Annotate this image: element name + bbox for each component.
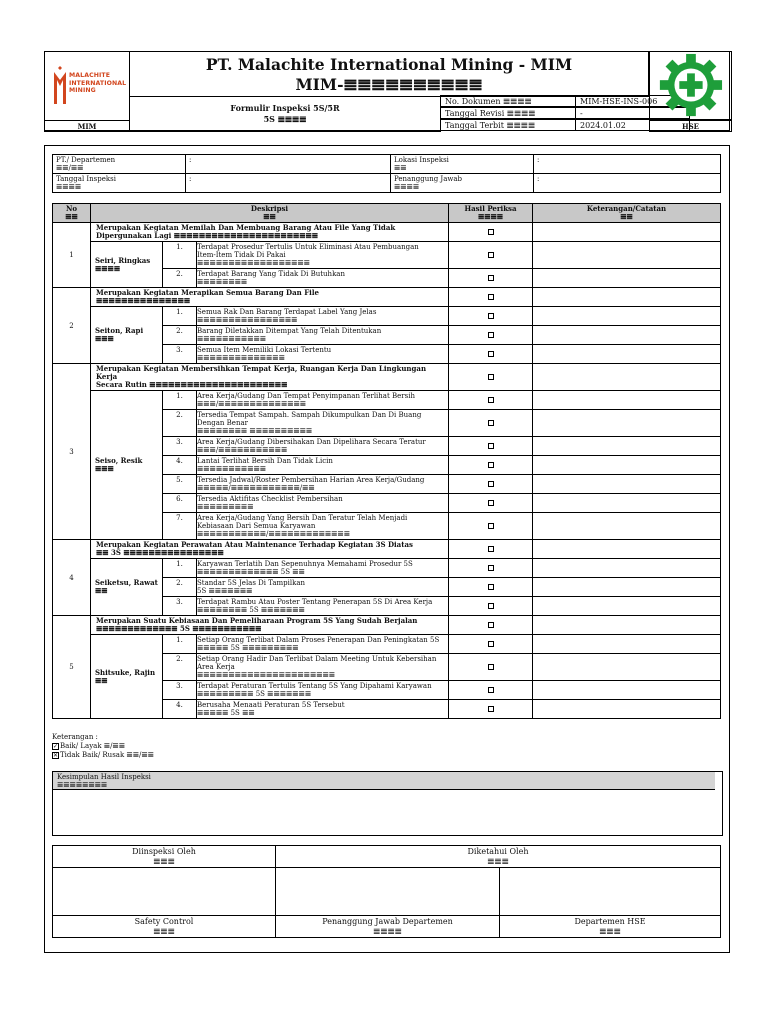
checkbox[interactable] xyxy=(488,420,494,426)
known-by-sub: 𝌆𝌆𝌆 xyxy=(487,856,509,866)
item-description xyxy=(197,635,449,654)
item-sub: 𝌆𝌆𝌆𝌆𝌆/𝌆𝌆𝌆𝌆𝌆𝌆𝌆𝌆𝌆𝌆𝌆/𝌆𝌆 xyxy=(197,484,315,492)
inspected-by-header xyxy=(53,846,276,868)
item-text: Lantai Terlihat Bersih Dan Tidak Licin xyxy=(197,457,333,465)
signature-area-dept-pic[interactable] xyxy=(276,868,500,916)
checkbox[interactable] xyxy=(488,664,494,670)
note-field[interactable] xyxy=(533,654,721,681)
signature-area-hse[interactable] xyxy=(500,868,721,916)
header-note-sub: 𝌆𝌆 xyxy=(620,212,633,221)
form-subtitle: 5S 𝌆𝌆𝌆𝌆 xyxy=(263,114,307,124)
section-title-row xyxy=(53,288,721,307)
legend-title: Keterangan : xyxy=(52,733,98,741)
item-description xyxy=(197,269,449,288)
item-sub: 𝌆𝌆𝌆/𝌆𝌆𝌆𝌆𝌆𝌆𝌆𝌆𝌆𝌆𝌆 xyxy=(197,446,288,454)
result-cell xyxy=(449,635,533,654)
header-note xyxy=(533,204,721,223)
note-field[interactable] xyxy=(533,513,721,540)
checkbox[interactable] xyxy=(488,229,494,235)
item-sub: 𝌆𝌆𝌆𝌆𝌆𝌆𝌆𝌆 5S 𝌆𝌆𝌆𝌆𝌆𝌆𝌆 xyxy=(197,606,305,614)
logo-line: INTERNATIONAL xyxy=(69,79,127,87)
safety-control-label: Safety Control xyxy=(134,916,194,926)
item-index: 2. xyxy=(163,654,197,681)
item-sub: 𝌆𝌆𝌆𝌆𝌆𝌆𝌆𝌆𝌆𝌆𝌆 xyxy=(197,465,267,473)
header-result xyxy=(449,204,533,223)
checkbox[interactable] xyxy=(488,443,494,449)
item-index: 2. xyxy=(163,578,197,597)
item-text: Area Kerja/Gudang Yang Bersih Dan Teratur Telah Menjadi xyxy=(197,514,408,522)
checkbox[interactable] xyxy=(488,523,494,529)
category-sub: 𝌆𝌆𝌆𝌆 xyxy=(95,263,121,273)
item-sub: 𝌆𝌆𝌆𝌆𝌆𝌆𝌆𝌆 xyxy=(197,278,248,286)
safety-control-sub: 𝌆𝌆𝌆 xyxy=(153,926,175,936)
header-desc-label: Deskripsi xyxy=(250,204,289,213)
note-field[interactable] xyxy=(533,494,721,513)
item-sub: 𝌆𝌆𝌆𝌆𝌆𝌆𝌆𝌆𝌆𝌆𝌆𝌆𝌆𝌆𝌆𝌆𝌆𝌆𝌆𝌆𝌆𝌆 xyxy=(197,671,336,679)
checkbox[interactable] xyxy=(488,603,494,609)
safety-control-cell xyxy=(53,916,276,938)
category-sub: 𝌆𝌆 xyxy=(95,586,108,595)
hse-dept-label: Departemen HSE xyxy=(574,916,646,926)
dept-pic-cell xyxy=(276,916,500,938)
item-index: 4. xyxy=(163,700,197,719)
item-text: Terdapat Prosedur Tertulis Untuk Eliminasi Atau Pembuangan xyxy=(197,243,419,251)
note-field[interactable] xyxy=(533,635,721,654)
result-cell xyxy=(449,223,533,242)
checkbox[interactable] xyxy=(488,462,494,468)
item-sub: 𝌆𝌆𝌆/𝌆𝌆𝌆𝌆𝌆𝌆𝌆𝌆𝌆𝌆𝌆𝌆𝌆𝌆 xyxy=(197,400,307,408)
item-description xyxy=(197,242,449,269)
dept-pic-label: Penanggung Jawab Departemen xyxy=(322,916,453,926)
checkbox[interactable] xyxy=(488,294,494,300)
section-title xyxy=(91,364,449,391)
location-label-cell xyxy=(391,155,534,174)
inspection-checklist-table xyxy=(52,203,721,719)
item-text: Berusaha Menaati Peraturan 5S Tersebut xyxy=(197,701,345,709)
item-sub: 𝌆𝌆𝌆𝌆𝌆 5S 𝌆𝌆 xyxy=(197,709,255,717)
checkbox[interactable] xyxy=(488,584,494,590)
item-description xyxy=(197,307,449,326)
item-text-continued: Area Kerja xyxy=(197,663,235,671)
logo-line: MALACHITE xyxy=(69,72,111,79)
checklist-body xyxy=(53,223,721,719)
known-by-header xyxy=(276,846,721,868)
header-description xyxy=(91,204,449,223)
dept-value-field[interactable] xyxy=(186,155,391,174)
item-index: 1. xyxy=(163,242,197,269)
item-index: 2. xyxy=(163,326,197,345)
result-cell xyxy=(449,578,533,597)
legend-bad-row xyxy=(52,751,154,760)
item-index: 1. xyxy=(163,559,197,578)
note-field[interactable] xyxy=(533,345,721,364)
category-sub: 𝌆𝌆 xyxy=(95,675,108,685)
date-label-cell xyxy=(53,174,186,193)
header-result-sub: 𝌆𝌆𝌆𝌆 xyxy=(477,212,504,221)
note-field[interactable] xyxy=(533,475,721,494)
table-row xyxy=(53,391,721,410)
table-row xyxy=(53,635,721,654)
section-title-line: Merupakan Suatu Kebiasaan Dan Pemeliharaan Program 5S Yang Sudah Berjalan xyxy=(96,616,418,625)
meta-value: 2024.01.02 xyxy=(575,119,690,131)
meta-label: Tanggal Terbit 𝌆𝌆𝌆𝌆 xyxy=(440,119,576,131)
section-title xyxy=(91,616,449,635)
note-field[interactable] xyxy=(533,681,721,700)
item-description xyxy=(197,597,449,616)
table-row xyxy=(53,559,721,578)
inspected-by-sub: 𝌆𝌆𝌆 xyxy=(153,856,175,866)
note-field[interactable] xyxy=(533,700,721,719)
checkbox[interactable] xyxy=(488,351,494,357)
note-field[interactable] xyxy=(533,242,721,269)
item-index: 1. xyxy=(163,635,197,654)
section-number: 4 xyxy=(53,540,91,616)
section-title-row xyxy=(53,223,721,242)
item-index: 6. xyxy=(163,494,197,513)
item-description xyxy=(197,559,449,578)
date-value-field[interactable] xyxy=(186,174,391,193)
item-description xyxy=(197,410,449,437)
left-code-label: MIM xyxy=(44,120,130,132)
logo-line: MINING xyxy=(69,87,96,94)
item-sub: 𝌆𝌆𝌆𝌆𝌆𝌆𝌆𝌆 𝌆𝌆𝌆𝌆𝌆𝌆𝌆𝌆𝌆𝌆 xyxy=(197,427,313,435)
section-title-row xyxy=(53,616,721,635)
note-field[interactable] xyxy=(533,391,721,410)
section-number: 2 xyxy=(53,288,91,364)
category-label: Seiso, Resik xyxy=(95,456,143,465)
dept-pic-sub: 𝌆𝌆𝌆𝌆 xyxy=(373,926,402,936)
header-note-label: Keterangan/Catatan xyxy=(586,204,667,213)
result-cell xyxy=(449,437,533,456)
note-field[interactable] xyxy=(533,456,721,475)
item-text: Terdapat Barang Yang Tidak Di Butuhkan xyxy=(197,270,345,278)
result-cell xyxy=(449,326,533,345)
item-description xyxy=(197,513,449,540)
item-sub: 𝌆𝌆𝌆𝌆𝌆𝌆𝌆𝌆𝌆𝌆𝌆𝌆𝌆𝌆𝌆𝌆𝌆𝌆 xyxy=(197,259,310,267)
item-text: Terdapat Peraturan Tertulis Tentang 5S Yang Dipahami Karyawan xyxy=(197,682,432,690)
item-text: Tersedia Tempat Sampah. Sampah Dikumpulkan Dan Di Buang xyxy=(197,411,422,419)
section-title-line: Merupakan Kegiatan Memilah Dan Membuang Barang Atau File Yang Tidak xyxy=(96,223,396,232)
header-no-sub: 𝌆𝌆 xyxy=(65,212,78,221)
item-index: 3. xyxy=(163,681,197,700)
meta-row-issue-date xyxy=(440,120,650,132)
category-cell xyxy=(91,635,163,719)
category-cell xyxy=(91,242,163,288)
note-field[interactable] xyxy=(533,559,721,578)
item-text: Standar 5S Jelas Di Tampilkan xyxy=(197,579,306,587)
category-label: Shitsuke, Rajin xyxy=(95,667,156,677)
result-cell xyxy=(449,700,533,719)
table-row xyxy=(53,307,721,326)
section-title-line: 𝌆𝌆 3S 𝌆𝌆𝌆𝌆𝌆𝌆𝌆𝌆𝌆𝌆𝌆𝌆𝌆𝌆𝌆𝌆 xyxy=(96,548,224,557)
item-description xyxy=(197,494,449,513)
checkbox[interactable] xyxy=(488,565,494,571)
legend xyxy=(52,733,154,760)
conclusion-header xyxy=(53,772,715,790)
note-field[interactable] xyxy=(533,307,721,326)
hse-dept-cell xyxy=(500,916,721,938)
note-field[interactable] xyxy=(533,364,721,391)
section-title-row xyxy=(53,540,721,559)
item-index: 1. xyxy=(163,391,197,410)
header-no-label: No xyxy=(65,204,78,213)
item-text: Semua Item Memiliki Lokasi Tertentu xyxy=(197,346,332,354)
section-title-line: 𝌆𝌆𝌆𝌆𝌆𝌆𝌆𝌆𝌆𝌆𝌆𝌆𝌆𝌆𝌆 xyxy=(96,296,191,305)
note-field[interactable] xyxy=(533,540,721,559)
item-sub: 𝌆𝌆𝌆𝌆𝌆𝌆𝌆𝌆𝌆𝌆𝌆 xyxy=(197,335,267,343)
item-sub: 𝌆𝌆𝌆𝌆𝌆 5S 𝌆𝌆𝌆𝌆𝌆𝌆𝌆𝌆𝌆 xyxy=(197,644,299,652)
item-index: 3. xyxy=(163,437,197,456)
section-title-line: Secara Rutin 𝌆𝌆𝌆𝌆𝌆𝌆𝌆𝌆𝌆𝌆𝌆𝌆𝌆𝌆𝌆𝌆𝌆𝌆𝌆𝌆𝌆𝌆 xyxy=(96,380,288,389)
item-description xyxy=(197,345,449,364)
form-title-block xyxy=(129,96,441,132)
document-header xyxy=(44,51,730,131)
checkbox[interactable] xyxy=(488,481,494,487)
checkbox[interactable] xyxy=(488,252,494,258)
result-cell xyxy=(449,288,533,307)
result-cell xyxy=(449,364,533,391)
inspection-info-table xyxy=(52,154,721,193)
result-cell xyxy=(449,242,533,269)
item-sub: 𝌆𝌆𝌆𝌆𝌆𝌆𝌆𝌆𝌆𝌆𝌆/𝌆𝌆𝌆𝌆𝌆𝌆𝌆𝌆𝌆𝌆𝌆𝌆𝌆 xyxy=(197,530,350,538)
section-number: 1 xyxy=(53,223,91,288)
item-text: Tersedia Jadwal/Roster Pembersihan Harian Area Kerja/Gudang xyxy=(197,476,425,484)
checkbox[interactable] xyxy=(488,332,494,338)
item-index: 4. xyxy=(163,456,197,475)
pic-sub: 𝌆𝌆𝌆𝌆 xyxy=(394,183,420,191)
checkbox[interactable] xyxy=(488,641,494,647)
date-sub: 𝌆𝌆𝌆𝌆 xyxy=(56,183,82,191)
note-field[interactable] xyxy=(533,597,721,616)
crossed-box-icon: ✕ xyxy=(53,751,59,759)
result-cell xyxy=(449,391,533,410)
meta-label: Tanggal Revisi 𝌆𝌆𝌆𝌆 xyxy=(440,107,576,119)
item-index: 3. xyxy=(163,597,197,616)
category-cell xyxy=(91,559,163,616)
item-text-continued: Kebiasaan Dari Semua Karyawan xyxy=(197,522,316,530)
section-title-line: Dipergunakan Lagi 𝌆𝌆𝌆𝌆𝌆𝌆𝌆𝌆𝌆𝌆𝌆𝌆𝌆𝌆𝌆𝌆𝌆𝌆𝌆𝌆𝌆𝌆𝌆 xyxy=(96,231,319,240)
item-description xyxy=(197,700,449,719)
result-cell xyxy=(449,681,533,700)
category-sub: 𝌆𝌆𝌆 xyxy=(95,334,114,343)
result-cell xyxy=(449,494,533,513)
section-number: 5 xyxy=(53,616,91,719)
result-cell xyxy=(449,410,533,437)
item-index: 2. xyxy=(163,269,197,288)
note-field[interactable] xyxy=(533,288,721,307)
item-text: Terdapat Rambu Atau Poster Tentang Penerapan 5S Di Area Kerja xyxy=(197,598,433,606)
item-sub: 5S 𝌆𝌆𝌆𝌆𝌆𝌆𝌆 xyxy=(197,587,253,595)
dept-label-cell xyxy=(53,155,186,174)
item-text: Setiap Orang Terlibat Dalam Proses Penerapan Dan Peningkatan 5S xyxy=(197,636,440,644)
item-index: 1. xyxy=(163,307,197,326)
result-cell xyxy=(449,475,533,494)
category-cell xyxy=(91,307,163,364)
item-sub: 𝌆𝌆𝌆𝌆𝌆𝌆𝌆𝌆𝌆𝌆𝌆𝌆𝌆 5S 𝌆𝌆 xyxy=(197,568,305,576)
meta-label: No. Dokumen 𝌆𝌆𝌆𝌆 xyxy=(440,95,576,107)
location-value-field[interactable] xyxy=(534,155,721,174)
dept-label: PT./ Departemen xyxy=(56,156,116,164)
pic-value-field[interactable] xyxy=(534,174,721,193)
section-title-line: Merupakan Kegiatan Merapikan Semua Barang Dan File xyxy=(96,288,319,297)
item-sub: 𝌆𝌆𝌆𝌆𝌆𝌆𝌆𝌆𝌆 xyxy=(197,503,254,511)
conclusion-label: Kesimpulan Hasil Inspeksi xyxy=(57,773,151,781)
note-field[interactable] xyxy=(533,578,721,597)
item-text-continued: Item-Item Tidak Di Pakai xyxy=(197,251,286,259)
item-description xyxy=(197,681,449,700)
item-sub: 𝌆𝌆𝌆𝌆𝌆𝌆𝌆𝌆𝌆𝌆𝌆𝌆𝌆𝌆𝌆𝌆 xyxy=(197,316,298,324)
meta-value: - xyxy=(575,107,690,119)
checkbox[interactable] xyxy=(488,397,494,403)
company-subtitle: MIM-𝌆𝌆𝌆𝌆𝌆𝌆𝌆𝌆𝌆𝌆 xyxy=(295,75,483,94)
checkbox[interactable] xyxy=(488,500,494,506)
result-cell xyxy=(449,307,533,326)
item-text-continued: Dengan Benar xyxy=(197,419,248,427)
section-title xyxy=(91,223,449,242)
conclusion-input-area[interactable] xyxy=(53,790,722,835)
form-title: Formulir Inspeksi 5S/5R xyxy=(230,103,340,113)
colon: : xyxy=(537,156,540,164)
logo-wordmark xyxy=(69,72,126,95)
note-field[interactable] xyxy=(533,269,721,288)
header-result-label: Hasil Periksa xyxy=(464,204,517,213)
item-text: Setiap Orang Hadir Dan Terlibat Dalam Meeting Untuk Kebersihan xyxy=(197,655,437,663)
item-description xyxy=(197,326,449,345)
colon: : xyxy=(189,156,192,164)
item-description xyxy=(197,456,449,475)
category-cell xyxy=(91,391,163,540)
safety-emblem xyxy=(649,51,732,120)
item-description xyxy=(197,437,449,456)
item-description xyxy=(197,578,449,597)
company-title: PT. Malachite International Mining - MIM xyxy=(205,55,573,74)
result-cell xyxy=(449,269,533,288)
pic-label-cell xyxy=(391,174,534,193)
location-label: Lokasi Inspeksi xyxy=(394,156,449,164)
item-description xyxy=(197,654,449,681)
right-code-label: HSE xyxy=(649,120,732,132)
checkbox[interactable] xyxy=(488,275,494,281)
signature-table xyxy=(52,845,721,938)
note-field[interactable] xyxy=(533,326,721,345)
dept-sub: 𝌆𝌆/𝌆𝌆 xyxy=(56,164,84,172)
conclusion-box xyxy=(52,771,723,836)
checkbox[interactable] xyxy=(488,313,494,319)
legend-bad-label: Tidak Baik/ Rusak 𝌆𝌆/𝌆𝌆 xyxy=(60,751,154,759)
category-label: Seiton, Rapi xyxy=(95,326,144,335)
section-title-row xyxy=(53,364,721,391)
item-index: 3. xyxy=(163,345,197,364)
inspected-by-label: Diinspeksi Oleh xyxy=(132,846,196,856)
checkbox[interactable] xyxy=(488,546,494,552)
result-cell xyxy=(449,654,533,681)
section-title xyxy=(91,540,449,559)
result-cell xyxy=(449,513,533,540)
company-logo xyxy=(44,51,130,121)
note-field[interactable] xyxy=(533,410,721,437)
table-row xyxy=(53,242,721,269)
item-index: 5. xyxy=(163,475,197,494)
checkbox[interactable] xyxy=(488,622,494,628)
result-cell xyxy=(449,559,533,578)
title-block xyxy=(129,51,649,97)
section-title xyxy=(91,288,449,307)
item-index: 7. xyxy=(163,513,197,540)
result-cell xyxy=(449,597,533,616)
safety-gear-cross-icon xyxy=(650,52,730,120)
category-label: Seiketsu, Rawat xyxy=(95,578,158,587)
colon: : xyxy=(189,175,192,183)
legend-good-label: Baik/ Layak 𝌆/𝌆𝌆 xyxy=(60,742,125,750)
item-text: Barang Diletakkan Ditempat Yang Telah Ditentukan xyxy=(197,327,382,335)
signature-area-safety[interactable] xyxy=(53,868,276,916)
category-label: Seiri, Ringkas xyxy=(95,255,151,265)
checked-box-icon: ✓ xyxy=(53,742,59,750)
item-text: Karyawan Terlatih Dan Sepenuhnya Memahami Prosedur 5S xyxy=(197,560,413,568)
location-sub: 𝌆𝌆 xyxy=(394,164,407,172)
section-title-line: Merupakan Kegiatan Perawatan Atau Maintenance Terhadap Kegiatan 3S Diatas xyxy=(96,540,413,549)
result-cell xyxy=(449,456,533,475)
result-cell xyxy=(449,616,533,635)
checkbox[interactable] xyxy=(488,706,494,712)
header-no xyxy=(53,204,91,223)
table-header-row xyxy=(53,204,721,223)
checkbox[interactable] xyxy=(488,687,494,693)
item-sub: 𝌆𝌆𝌆𝌆𝌆𝌆𝌆𝌆𝌆𝌆𝌆𝌆𝌆𝌆 xyxy=(197,354,285,362)
note-field[interactable] xyxy=(533,223,721,242)
known-by-label: Diketahui Oleh xyxy=(467,846,529,856)
note-field[interactable] xyxy=(533,437,721,456)
section-title-line: Merupakan Kegiatan Membersihkan Tempat Kerja, Ruangan Kerja Dan Lingkungan Kerja xyxy=(96,364,427,381)
item-index: 2. xyxy=(163,410,197,437)
item-sub: 𝌆𝌆𝌆𝌆𝌆𝌆𝌆𝌆𝌆 5S 𝌆𝌆𝌆𝌆𝌆𝌆𝌆 xyxy=(197,690,312,698)
item-description xyxy=(197,391,449,410)
section-title-line: 𝌆𝌆𝌆𝌆𝌆𝌆𝌆𝌆𝌆𝌆𝌆𝌆𝌆 5S 𝌆𝌆𝌆𝌆𝌆𝌆𝌆𝌆𝌆𝌆𝌆 xyxy=(96,624,262,633)
pic-label: Penanggung Jawab xyxy=(394,175,463,183)
result-cell xyxy=(449,345,533,364)
result-cell xyxy=(449,540,533,559)
checkbox[interactable] xyxy=(488,374,494,380)
date-label: Tanggal Inspeksi xyxy=(56,175,116,183)
item-text: Semua Rak Dan Barang Terdapat Label Yang Jelas xyxy=(197,308,377,316)
legend-good-row xyxy=(52,742,154,751)
meta-value: MIM-HSE-INS-006 xyxy=(575,95,690,107)
item-text: Area Kerja/Gudang Dibersihakan Dan Dipelihara Secara Teratur xyxy=(197,438,426,446)
colon: : xyxy=(537,175,540,183)
note-field[interactable] xyxy=(533,616,721,635)
category-sub: 𝌆𝌆𝌆 xyxy=(95,464,114,473)
malachite-logo-icon xyxy=(53,66,67,106)
item-description xyxy=(197,475,449,494)
header-desc-sub: 𝌆𝌆 xyxy=(263,212,276,221)
item-text: Area Kerja/Gudang Dan Tempat Penyimpanan Terlihat Bersih xyxy=(197,392,415,400)
item-text: Tersedia Aktifitas Checklist Pembersihan xyxy=(197,495,343,503)
section-number: 3 xyxy=(53,364,91,540)
conclusion-sub: 𝌆𝌆𝌆𝌆𝌆𝌆𝌆𝌆 xyxy=(57,781,108,789)
hse-dept-sub: 𝌆𝌆𝌆 xyxy=(599,926,621,936)
